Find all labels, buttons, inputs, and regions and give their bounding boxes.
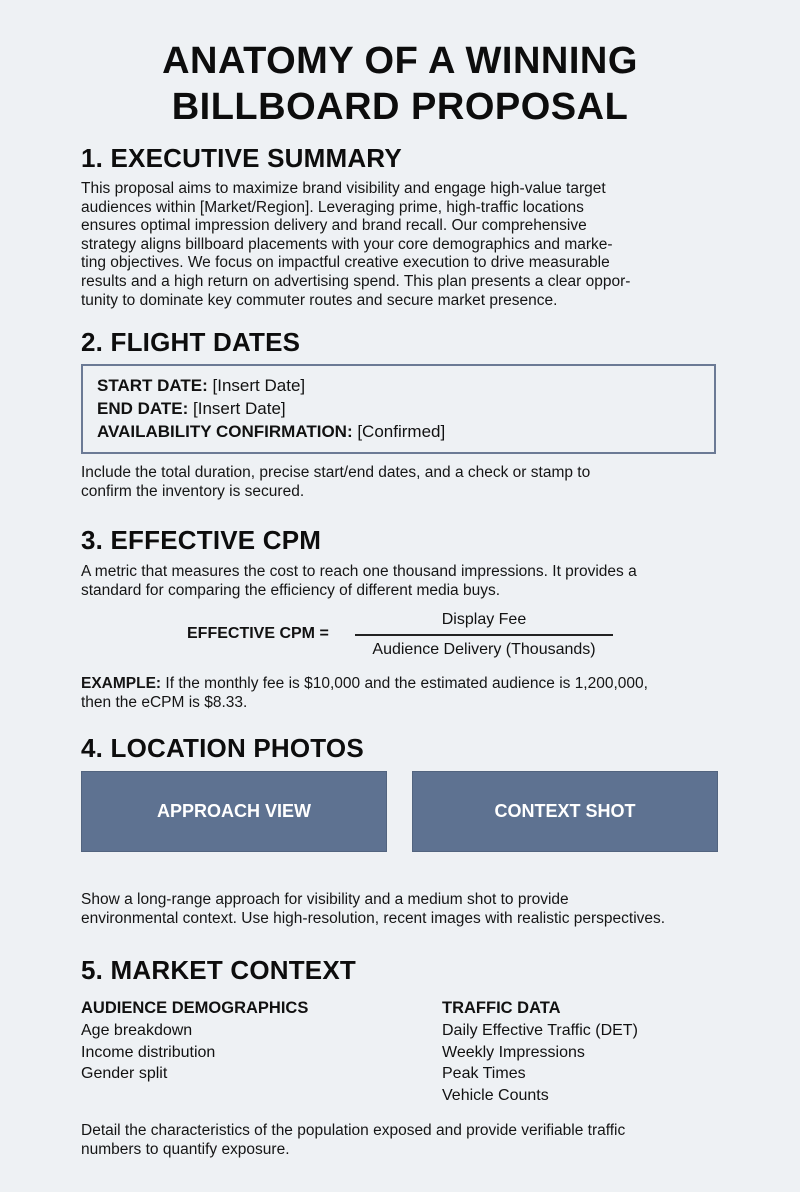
text-line: Show a long-range approach for visibility and a medium shot to provide <box>81 891 569 908</box>
section-heading-market-context: 5. MARKET CONTEXT <box>81 955 356 985</box>
text-line: ensures optimal impression delivery and brand recall. Our comprehensive <box>81 217 587 235</box>
text-line: Detail the characteristics of the population exposed and provide verifiable traffic <box>81 1122 626 1139</box>
text-line: audiences within [Market/Region]. Leveraging prime, high-traffic locations <box>81 198 584 216</box>
text-line: environmental context. Use high-resolution, recent images with realistic perspectives. <box>81 909 666 927</box>
start-date-label: START DATE: <box>97 376 208 395</box>
availability-value: [Confirmed] <box>352 422 446 441</box>
fraction-bar <box>355 634 613 636</box>
text-line: confirm the inventory is secured. <box>81 482 305 500</box>
title-line-1: ANATOMY OF A WINNING <box>162 40 638 82</box>
text-line: A metric that measures the cost to reach one thousand impressions. It provides a <box>81 563 637 580</box>
text-line: ting objectives. We focus on impactful creative execution to drive measurable <box>81 254 610 272</box>
flight-dates-box <box>81 364 716 454</box>
demographics-item: Age breakdown <box>81 1022 193 1039</box>
context-shot-placeholder: CONTEXT SHOT <box>412 771 718 852</box>
text-line: strategy aligns billboard placements with your core demographics and marke- <box>81 235 613 253</box>
text-line: This proposal aims to maximize brand visibility and engage high-value target <box>81 180 606 197</box>
text-line: results and a high return on advertising spend. This plan presents a clear oppor- <box>81 272 631 290</box>
market-context-note <box>81 1122 771 1159</box>
example-line-2: then the eCPM is $8.33. <box>81 693 248 711</box>
end-date-row <box>97 398 286 420</box>
cpm-description <box>81 563 741 600</box>
example-label: EXAMPLE: <box>81 675 162 692</box>
availability-label: AVAILABILITY CONFIRMATION: <box>97 422 353 441</box>
traffic-item: Daily Effective Traffic (DET) <box>442 1022 638 1039</box>
formula-label: EFFECTIVE CPM = <box>187 625 329 642</box>
traffic-item: Peak Times <box>442 1065 526 1082</box>
cpm-example <box>81 675 761 712</box>
text-line: numbers to quantify exposure. <box>81 1140 290 1158</box>
text-line: tunity to dominate key commuter routes and secure market presence. <box>81 291 558 309</box>
formula-denominator: Audience Delivery (Thousands) <box>372 641 596 658</box>
traffic-item: Weekly Impressions <box>442 1044 585 1061</box>
start-date-value: [Insert Date] <box>207 376 306 395</box>
example-text: If the monthly fee is $10,000 and the estimated audience is 1,200,000, <box>161 675 648 692</box>
flight-dates-note <box>81 464 741 501</box>
section-heading-location-photos: 4. LOCATION PHOTOS <box>81 733 364 763</box>
traffic-item: Vehicle Counts <box>442 1087 549 1104</box>
formula-numerator: Display Fee <box>441 611 527 628</box>
title-line-2: BILLBOARD PROPOSAL <box>171 86 629 128</box>
start-date-row <box>97 375 305 397</box>
page-title <box>0 38 800 130</box>
availability-row <box>97 421 445 443</box>
end-date-label: END DATE: <box>97 399 189 418</box>
approach-view-placeholder: APPROACH VIEW <box>81 771 387 852</box>
traffic-data-heading: TRAFFIC DATA <box>442 999 561 1017</box>
example-line-1 <box>81 675 761 694</box>
demographics-item: Income distribution <box>81 1044 216 1061</box>
executive-summary-text <box>81 180 761 310</box>
section-heading-executive-summary: 1. EXECUTIVE SUMMARY <box>81 143 402 173</box>
location-photos-note <box>81 891 771 928</box>
section-heading-flight-dates: 2. FLIGHT DATES <box>81 327 301 357</box>
section-heading-effective-cpm: 3. EFFECTIVE CPM <box>81 525 322 555</box>
text-line: standard for comparing the efficiency of different media buys. <box>81 581 501 599</box>
audience-demographics-heading: AUDIENCE DEMOGRAPHICS <box>81 999 309 1017</box>
demographics-item: Gender split <box>81 1065 168 1082</box>
text-line: Include the total duration, precise start/end dates, and a check or stamp to <box>81 464 591 481</box>
end-date-value: [Insert Date] <box>188 399 286 418</box>
